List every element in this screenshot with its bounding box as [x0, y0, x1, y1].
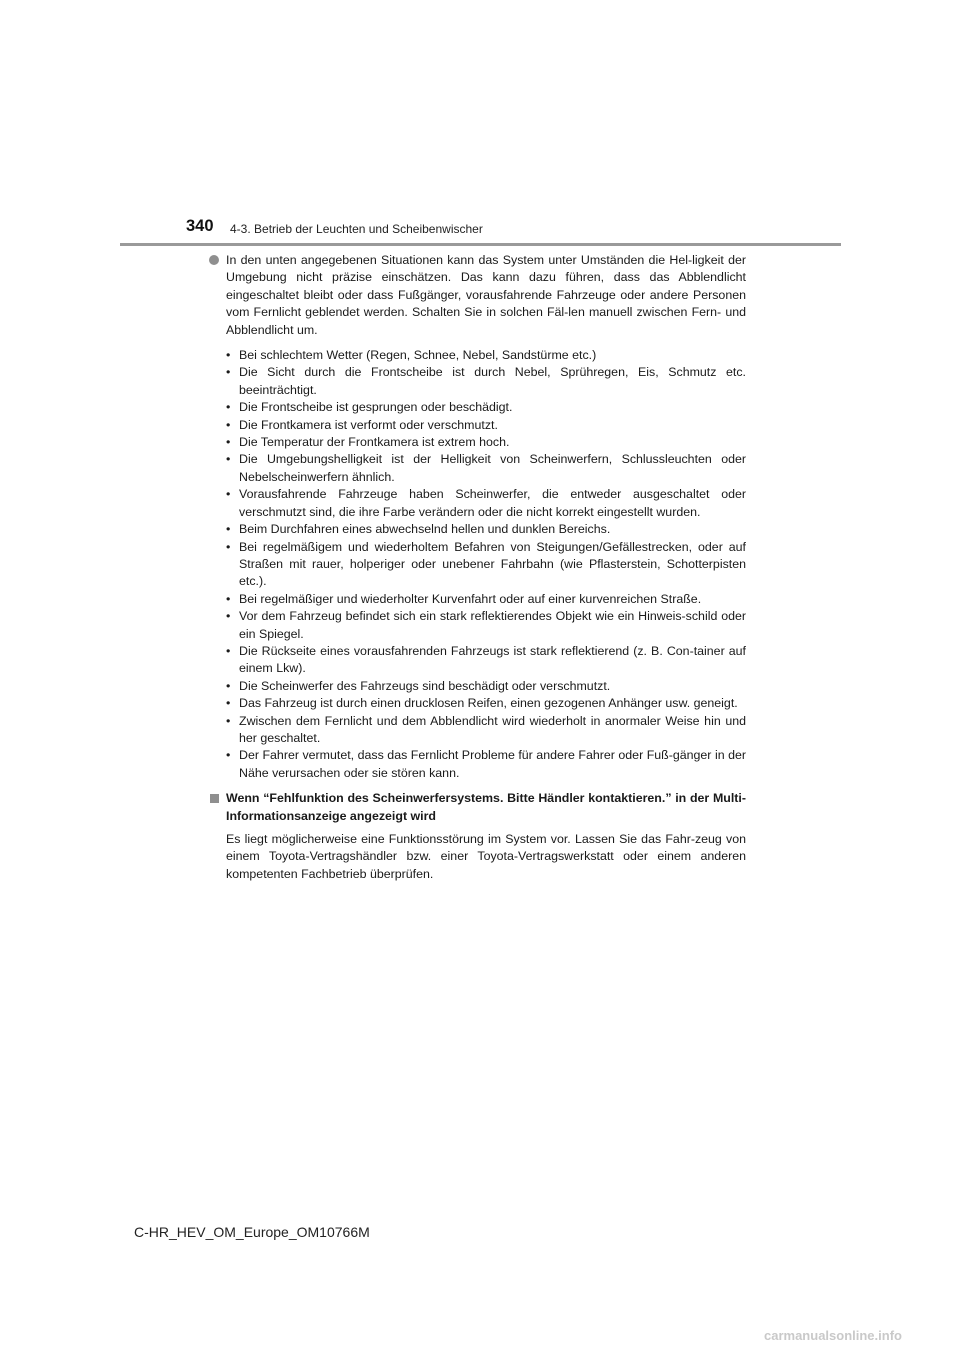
- list-item: [226, 591, 746, 608]
- list-item-text: Zwischen dem Fernlicht und dem Abblendlicht wird wiederholt in anormaler Weise hin und her geschaltet.: [239, 713, 746, 745]
- list-item: [226, 695, 746, 712]
- list-item-text: Bei regelmäßigem und wiederholtem Befahren von Steigungen/Gefällestrecken, oder auf Straßen mit rauer, holperiger oder unebener Fahrbahn (wie Pflasterstein, Schotterpisten etc.).: [239, 539, 746, 589]
- list-item: [226, 451, 746, 486]
- list-item-text: Die Scheinwerfer des Fahrzeugs sind beschädigt oder verschmutzt.: [239, 678, 611, 693]
- list-item: [226, 713, 746, 748]
- page-content: [208, 252, 746, 883]
- bullet-icon: •: [226, 487, 231, 502]
- bullet-icon: •: [226, 748, 231, 763]
- bullet-icon: •: [226, 522, 231, 537]
- list-item: [226, 608, 746, 643]
- list-item: [226, 364, 746, 399]
- warning-heading: Wenn “Fehlfunktion des Scheinwerfersystems. Bitte Händler kontaktieren.” in der Multi-Informationsanzeige angezeigt wird: [226, 791, 746, 823]
- bullet-icon: •: [226, 417, 231, 432]
- list-item: [226, 643, 746, 678]
- list-item-text: Bei regelmäßiger und wiederholter Kurvenfahrt oder auf einer kurvenreichen Straße.: [239, 591, 702, 606]
- intro-paragraph: In den unten angegebenen Situationen kann das System unter Umständen die Hel-ligkeit der Umgebung nicht präzise einschätzen. Das kann dazu führen, dass das Abblendlicht eingeschaltet bleibt oder dass Fußgänger, vorausfahrende Fahrzeuge oder andere Personen vom Fernlicht geblendet werden. Schalten Sie in solchen Fäl-len manuell zwischen Fern- und Abblendlicht um.: [226, 253, 746, 337]
- list-item-text: Das Fahrzeug ist durch einen drucklosen Reifen, einen gezogenen Anhänger usw. geneigt.: [239, 696, 738, 711]
- list-item: [226, 434, 746, 451]
- list-item-text: Die Frontkamera ist verformt oder verschmutzt.: [239, 417, 498, 432]
- list-item-text: Beim Durchfahren eines abwechselnd hellen und dunklen Bereichs.: [239, 522, 611, 537]
- header-rule: [120, 243, 841, 246]
- list-item: [226, 678, 746, 695]
- list-item: [226, 747, 746, 782]
- list-item-text: Vorausfahrende Fahrzeuge haben Scheinwerfer, die entweder ausgeschaltet oder verschmutzt sind, die ihre Farbe verändern oder die nicht korrekt eingestellt wurden.: [239, 487, 746, 519]
- watermark: carmanualsonline.info: [764, 1328, 902, 1343]
- list-item: [226, 347, 746, 364]
- section-title: 4-3. Betrieb der Leuchten und Scheibenwischer: [230, 222, 483, 236]
- bullet-icon: •: [226, 365, 231, 380]
- bullet-icon: •: [226, 609, 231, 624]
- list-item-text: Die Frontscheibe ist gesprungen oder beschädigt.: [239, 400, 513, 415]
- list-item: [226, 539, 746, 591]
- square-bullet-icon: [210, 794, 219, 803]
- intro-block: [208, 252, 746, 339]
- list-item-text: Die Rückseite eines vorausfahrenden Fahrzeugs ist stark reflektierend (z. B. Con-tainer auf einem Lkw).: [239, 643, 746, 676]
- bullet-icon: •: [226, 713, 231, 728]
- circle-bullet-icon: [209, 255, 219, 265]
- bullet-icon: •: [226, 696, 231, 711]
- bullet-icon: •: [226, 678, 231, 693]
- warning-heading-block: [208, 790, 746, 825]
- bullet-icon: •: [226, 452, 231, 467]
- list-item: [226, 399, 746, 416]
- list-item-text: Die Umgebungshelligkeit ist der Helligkeit von Scheinwerfern, Schlussleuchten oder Nebelscheinwerfern ähnlich.: [239, 452, 746, 484]
- bullet-icon: •: [226, 400, 231, 415]
- bullet-icon: •: [226, 591, 231, 606]
- document-footer: C-HR_HEV_OM_Europe_OM10766M: [134, 1224, 370, 1240]
- warning-paragraph: Es liegt möglicherweise eine Funktionsstörung im System vor. Lassen Sie das Fahr-zeug von einem Toyota-Vertragshändler bzw. einer Toyota-Vertragswerkstatt oder einem anderen kompetenten Fachbetrieb überprüfen.: [226, 832, 746, 881]
- list-item-text: Bei schlechtem Wetter (Regen, Schnee, Nebel, Sandstürme etc.): [239, 348, 597, 363]
- list-item-text: Die Temperatur der Frontkamera ist extrem hoch.: [239, 435, 510, 450]
- list-item-text: Die Sicht durch die Frontscheibe ist durch Nebel, Sprühregen, Eis, Schmutz etc. beeinträchtigt.: [239, 365, 746, 397]
- list-item-text: Der Fahrer vermutet, dass das Fernlicht Probleme für andere Fahrer oder Fuß-gänger in der Nähe verursachen oder sie stören kann.: [239, 748, 746, 780]
- list-item: [226, 486, 746, 521]
- list-item-text: Vor dem Fahrzeug befindet sich ein stark reflektierendes Objekt wie ein Hinweis-schild oder ein Spiegel.: [239, 609, 746, 641]
- bullet-icon: •: [226, 539, 231, 554]
- list-item: [226, 417, 746, 434]
- page-number: 340: [186, 217, 214, 235]
- bullet-icon: •: [226, 435, 231, 450]
- bullet-icon: •: [226, 348, 231, 363]
- conditions-list: [208, 347, 746, 782]
- list-item: [226, 521, 746, 538]
- bullet-icon: •: [226, 643, 231, 658]
